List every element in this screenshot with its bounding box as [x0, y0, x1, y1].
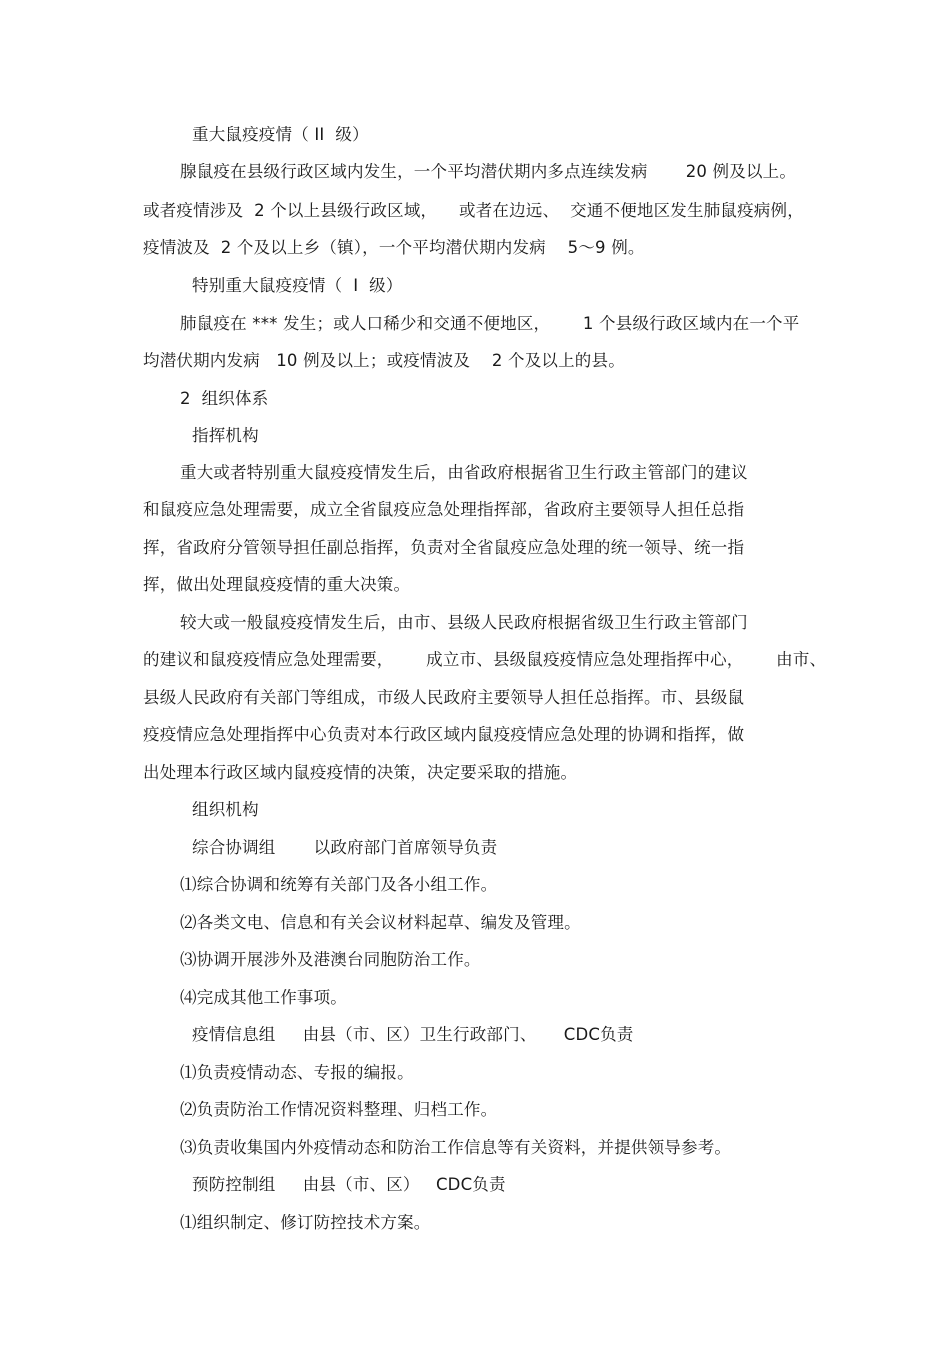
- group-heading-prevention-control: 预防控制组 由县（市、区） CDC负责: [192, 1175, 506, 1194]
- paragraph-line: 挥，做出处理鼠疫疫情的重大决策。: [143, 575, 411, 594]
- paragraph-line: 县级人民政府有关部门等组成，市级人民政府主要领导人担任总指挥。市、县级鼠: [143, 688, 745, 707]
- paragraph-line: 腺鼠疫在县级行政区域内发生，一个平均潜伏期内多点连续发病 20 例及以上。: [180, 162, 797, 181]
- paragraph-line: 和鼠疫应急处理需要，成立全省鼠疫应急处理指挥部，省政府主要领导人担任总指: [143, 500, 745, 519]
- paragraph-line: 均潜伏期内发病 10 例及以上；或疫情波及 2 个及以上的县。: [143, 351, 625, 370]
- list-item: ⑶负责收集国内外疫情动态和防治工作信息等有关资料，并提供领导参考。: [180, 1138, 732, 1157]
- list-item: ⑵负责防治工作情况资料整理、归档工作。: [180, 1100, 498, 1119]
- list-item: ⑷完成其他工作事项。: [180, 988, 347, 1007]
- list-item: ⑵各类文电、信息和有关会议材料起草、编发及管理。: [180, 913, 581, 932]
- heading-level-1-plague: 特别重大鼠疫疫情（ I 级）: [192, 276, 403, 295]
- heading-level-2-plague: 重大鼠疫疫情（ II 级）: [192, 125, 369, 144]
- list-item: ⑴负责疫情动态、专报的编报。: [180, 1063, 414, 1082]
- paragraph-line: 或者疫情涉及 2 个以上县级行政区域， 或者在边远、 交通不便地区发生肺鼠疫病例，: [143, 201, 804, 220]
- paragraph-line: 较大或一般鼠疫疫情发生后，由市、县级人民政府根据省级卫生行政主管部门: [180, 613, 748, 632]
- paragraph-line: 疫疫情应急处理指挥中心负责对本行政区域内鼠疫疫情应急处理的协调和指挥，做: [143, 725, 745, 744]
- paragraph-line: 重大或者特别重大鼠疫疫情发生后，由省政府根据省卫生行政主管部门的建议: [180, 463, 748, 482]
- paragraph-line: 肺鼠疫在 *** 发生；或人口稀少和交通不便地区， 1 个县级行政区域内在一个平: [180, 314, 800, 333]
- list-item: ⑴组织制定、修订防控技术方案。: [180, 1213, 431, 1232]
- paragraph-line: 挥，省政府分管领导担任副总指挥，负责对全省鼠疫应急处理的统一领导、统一指: [143, 538, 745, 557]
- paragraph-line: 出处理本行政区域内鼠疫疫情的决策，决定要采取的措施。: [143, 763, 578, 782]
- paragraph-line: 疫情波及 2 个及以上乡（镇），一个平均潜伏期内发病 5～9 例。: [143, 238, 645, 257]
- list-item: ⑶协调开展涉外及港澳台同胞防治工作。: [180, 950, 481, 969]
- group-heading-epidemic-info: 疫情信息组 由县（市、区）卫生行政部门、 CDC负责: [192, 1025, 634, 1044]
- subheading-organization: 组织机构: [192, 800, 259, 819]
- section-heading-organization: 2 组织体系: [180, 389, 269, 408]
- subheading-command: 指挥机构: [192, 426, 259, 445]
- list-item: ⑴综合协调和统筹有关部门及各小组工作。: [180, 875, 498, 894]
- group-heading-coordination: 综合协调组 以政府部门首席领导负责: [192, 838, 498, 857]
- paragraph-line: 的建议和鼠疫疫情应急处理需要， 成立市、县级鼠疫疫情应急处理指挥中心， 由市、: [143, 650, 827, 669]
